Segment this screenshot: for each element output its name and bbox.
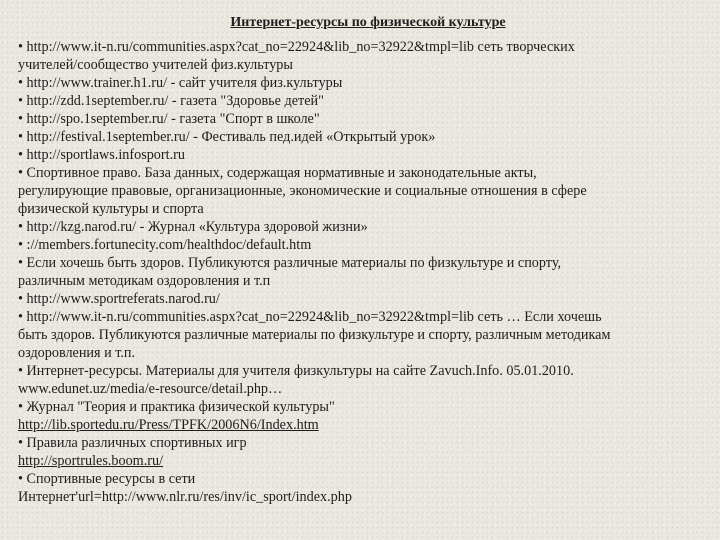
list-item: • http://www.trainer.h1.ru/ - сайт учителя физ.культуры <box>18 75 343 91</box>
list-item: Интернет'url=http://www.nlr.ru/res/inv/ic_sport/index.php <box>18 489 352 505</box>
list-item: • http://spo.1september.ru/ - газета "Спорт в школе" <box>18 111 320 127</box>
list-item: • Правила различных спортивных игр <box>18 435 247 451</box>
list-item: • http://festival.1september.ru/ - Фестиваль пед.идей «Открытый урок» <box>18 129 436 145</box>
list-item: • http://kzg.narod.ru/ - Журнал «Культура здоровой жизни» <box>18 219 368 235</box>
list-item: учителей/сообщество учителей физ.культуры <box>18 57 293 73</box>
list-item: • Спортивные ресурсы в сети <box>18 471 196 487</box>
list-item: • Журнал "Теория и практика физической культуры" <box>18 399 335 415</box>
list-item: регулирующие правовые, организационные, экономические и социальные отношения в сфере <box>18 183 587 199</box>
list-item: физической культуры и спорта <box>18 201 204 217</box>
list-item: • ://members.fortunecity.com/healthdoc/default.htm <box>18 237 312 253</box>
list-item: • http://zdd.1september.ru/ - газета "Здоровье детей" <box>18 93 324 109</box>
resource-link[interactable]: http://sportrules.boom.ru/ <box>18 453 164 469</box>
list-item: быть здоров. Публикуются различные материалы по физкультуре и спорту, различным методикам <box>18 327 611 343</box>
list-item: • Если хочешь быть здоров. Публикуются различные материалы по физкультуре и спорту, <box>18 255 562 271</box>
list-item: • http://www.sportreferats.narod.ru/ <box>18 291 220 307</box>
list-item: www.edunet.uz/media/e-resource/detail.php… <box>18 381 283 397</box>
list-item: различным методикам оздоровления и т.п <box>18 273 271 289</box>
list-item: • http://www.it-n.ru/communities.aspx?cat_no=22924&lib_no=32922&tmpl=lib сеть творческих <box>18 39 575 55</box>
list-item: • http://sportlaws.infosport.ru <box>18 147 185 163</box>
page-title: Интернет-ресурсы по физической культуре <box>230 15 506 30</box>
list-item: • http://www.it-n.ru/communities.aspx?cat_no=22924&lib_no=32922&tmpl=lib сеть … Если хочешь <box>18 309 602 325</box>
resource-link[interactable]: http://lib.sportedu.ru/Press/TPFK/2006N6/Index.htm <box>18 417 319 433</box>
list-item: • Спортивное право. База данных, содержащая нормативные и законодательные акты, <box>18 165 537 181</box>
list-item: оздоровления и т.п. <box>18 345 136 361</box>
resource-list <box>18 38 698 505</box>
list-item: • Интернет-ресурсы. Материалы для учителя физкультуры на сайте Zavuch.Info. 05.01.2010. <box>18 363 574 379</box>
